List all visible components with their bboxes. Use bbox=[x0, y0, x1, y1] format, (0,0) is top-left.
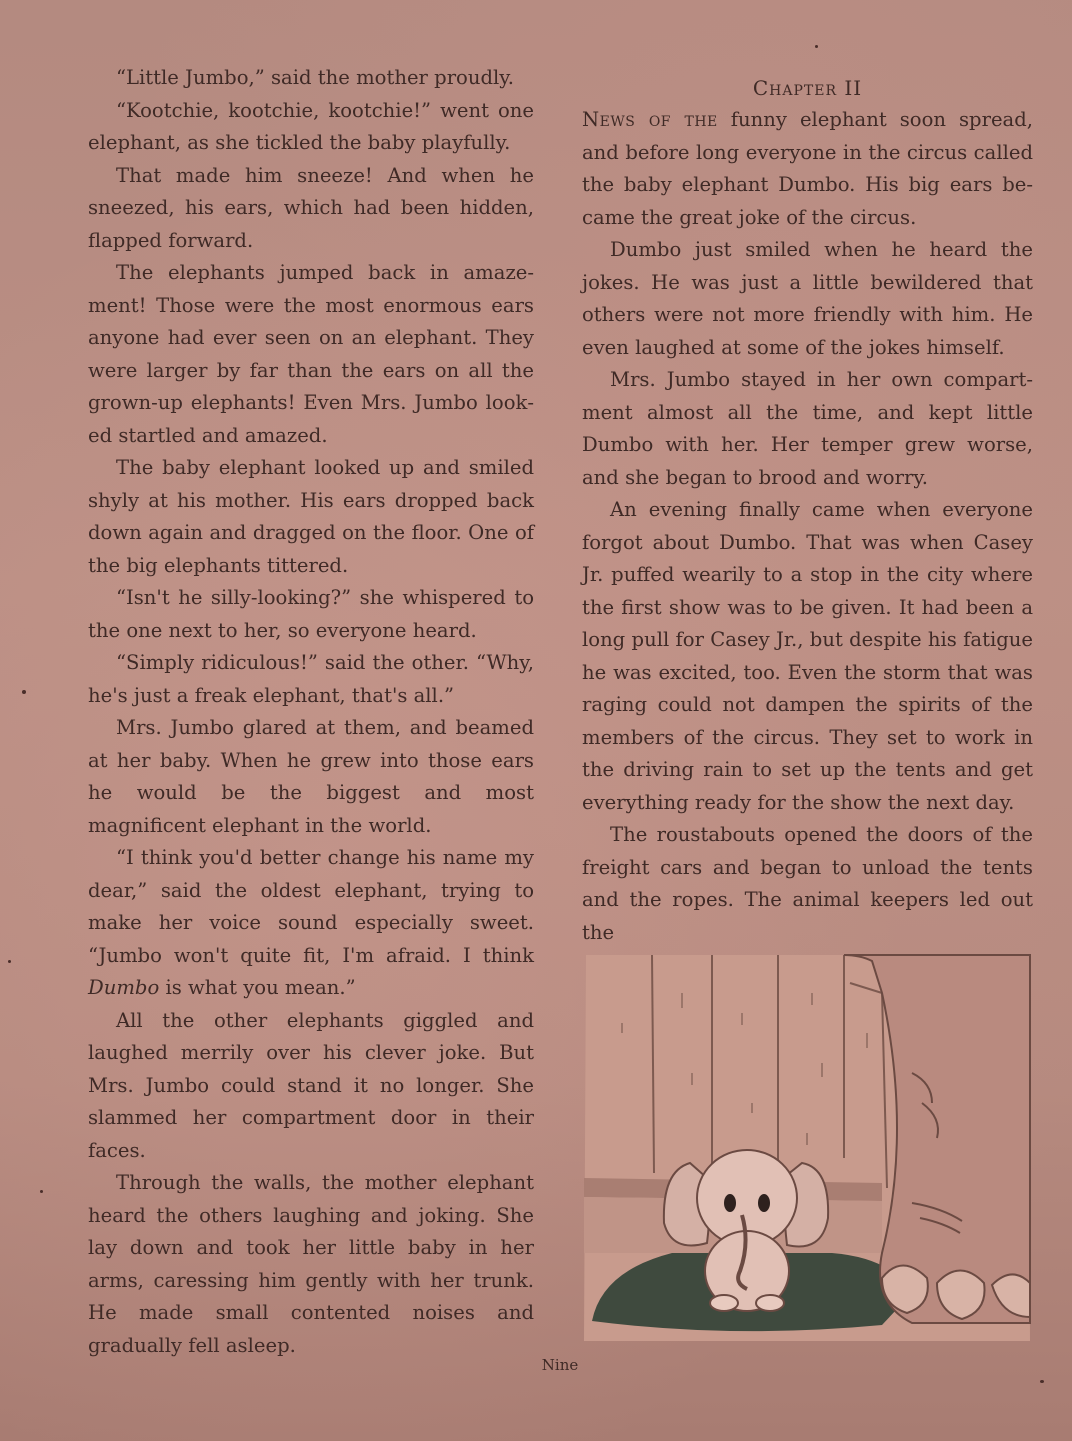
paragraph: Dumbo just smiled when he heard the jokes. He was just a little bewildered that others were not more friendly with him. He even laughed at some of the jokes himself. bbox=[582, 238, 1033, 359]
right-eye bbox=[758, 1194, 770, 1212]
paragraph: The baby elephant looked up and smiled shyly at his mother. His ears dropped back down again and dragged on the floor. One of the big elephants tittered. bbox=[88, 456, 534, 577]
chapter-title: Chapter II bbox=[752, 76, 863, 100]
right-text-column bbox=[582, 72, 1033, 949]
dumbo-illustration bbox=[582, 953, 1032, 1343]
dumbo-name-italic: Dumbo bbox=[88, 976, 160, 999]
paragraph: “Isn't he silly-looking?” she whispered to the one next to her, so everyone heard. bbox=[88, 586, 534, 642]
print-speck bbox=[815, 45, 818, 48]
paragraph: Through the walls, the mother elephant heard the others laughing and joking. She lay down and took her little baby in her arms, caressing him gently with her trunk. He made small contented noises and gradually fell asleep. bbox=[88, 1171, 534, 1357]
paragraph: Mrs. Jumbo stayed in her own compartment almost all the time, and kept little Dumbo with her. Her temper grew worse, and she began to brood and worry. bbox=[582, 368, 1033, 489]
left-eye bbox=[724, 1194, 736, 1212]
paragraph: Mrs. Jumbo glared at them, and beamed at her baby. When he grew into those ears he would be the biggest and most magnificent elephant in the world. bbox=[88, 716, 534, 837]
left-text-column bbox=[88, 62, 534, 1362]
paragraph: That made him sneeze! And when he sneezed, his ears, which had been hidden, flapped forward. bbox=[88, 163, 534, 252]
right-foot bbox=[756, 1295, 784, 1311]
lead-in-smallcaps: News of the bbox=[582, 108, 718, 131]
dumbo-illustration-svg bbox=[582, 953, 1032, 1343]
paragraph: “Kootchie, kootchie, kootchie!” went one elephant, as she tickled the baby playfully. bbox=[88, 98, 534, 154]
paragraph: All the other elephants giggled and laughed merrily over his clever joke. But Mrs. Jumbo could stand it no longer. She slammed her compartment door in their faces. bbox=[88, 1008, 534, 1162]
print-speck bbox=[1040, 1380, 1044, 1383]
paragraph bbox=[88, 842, 534, 1005]
print-speck bbox=[8, 960, 11, 963]
paragraph: The roustabouts opened the doors of the freight cars and began to unload the tents and the ropes. The animal keepers led out the bbox=[582, 823, 1033, 944]
paragraph: “Little Jumbo,” said the mother proudly. bbox=[116, 66, 514, 89]
paragraph: The elephants jumped back in amazement! Those were the most enormous ears anyone had ever seen on an elephant. They were larger by far than the ears on all the grown-up elephants! Even Mrs. Jumbo looked startled and amazed. bbox=[88, 261, 534, 447]
paragraph: An evening finally came when everyone forgot about Dumbo. That was when Casey Jr. puffed wearily to a stop in the city where the first show was to be given. It had been a long pull for Casey Jr., but despite his fatigue he was excited, too. Even the storm that was raging could not dampen the spirits of the members of the circus. They set to work in the driving rain to set up the tents and get everything ready for the show the next day. bbox=[582, 498, 1033, 814]
page-number: Nine bbox=[541, 1356, 579, 1374]
paragraph bbox=[582, 104, 1033, 234]
print-speck bbox=[40, 1190, 43, 1193]
left-foot bbox=[710, 1295, 738, 1311]
paragraph-text: funny elephant soon spread, and before long everyone in the circus called the baby elephant Dumbo. His big ears became the great joke of the circus. bbox=[582, 108, 1033, 229]
paragraph: “Simply ridiculous!” said the other. “Why, he's just a freak elephant, that's all.” bbox=[88, 651, 534, 707]
print-speck bbox=[22, 690, 26, 694]
paragraph-text: is what you mean.” bbox=[165, 976, 356, 999]
paragraph-text: “I think you'd better change his name my dear,” said the oldest elephant, trying to make her voice sound especially sweet. “Jumbo won't quite fit, I'm afraid. I think bbox=[88, 846, 534, 967]
